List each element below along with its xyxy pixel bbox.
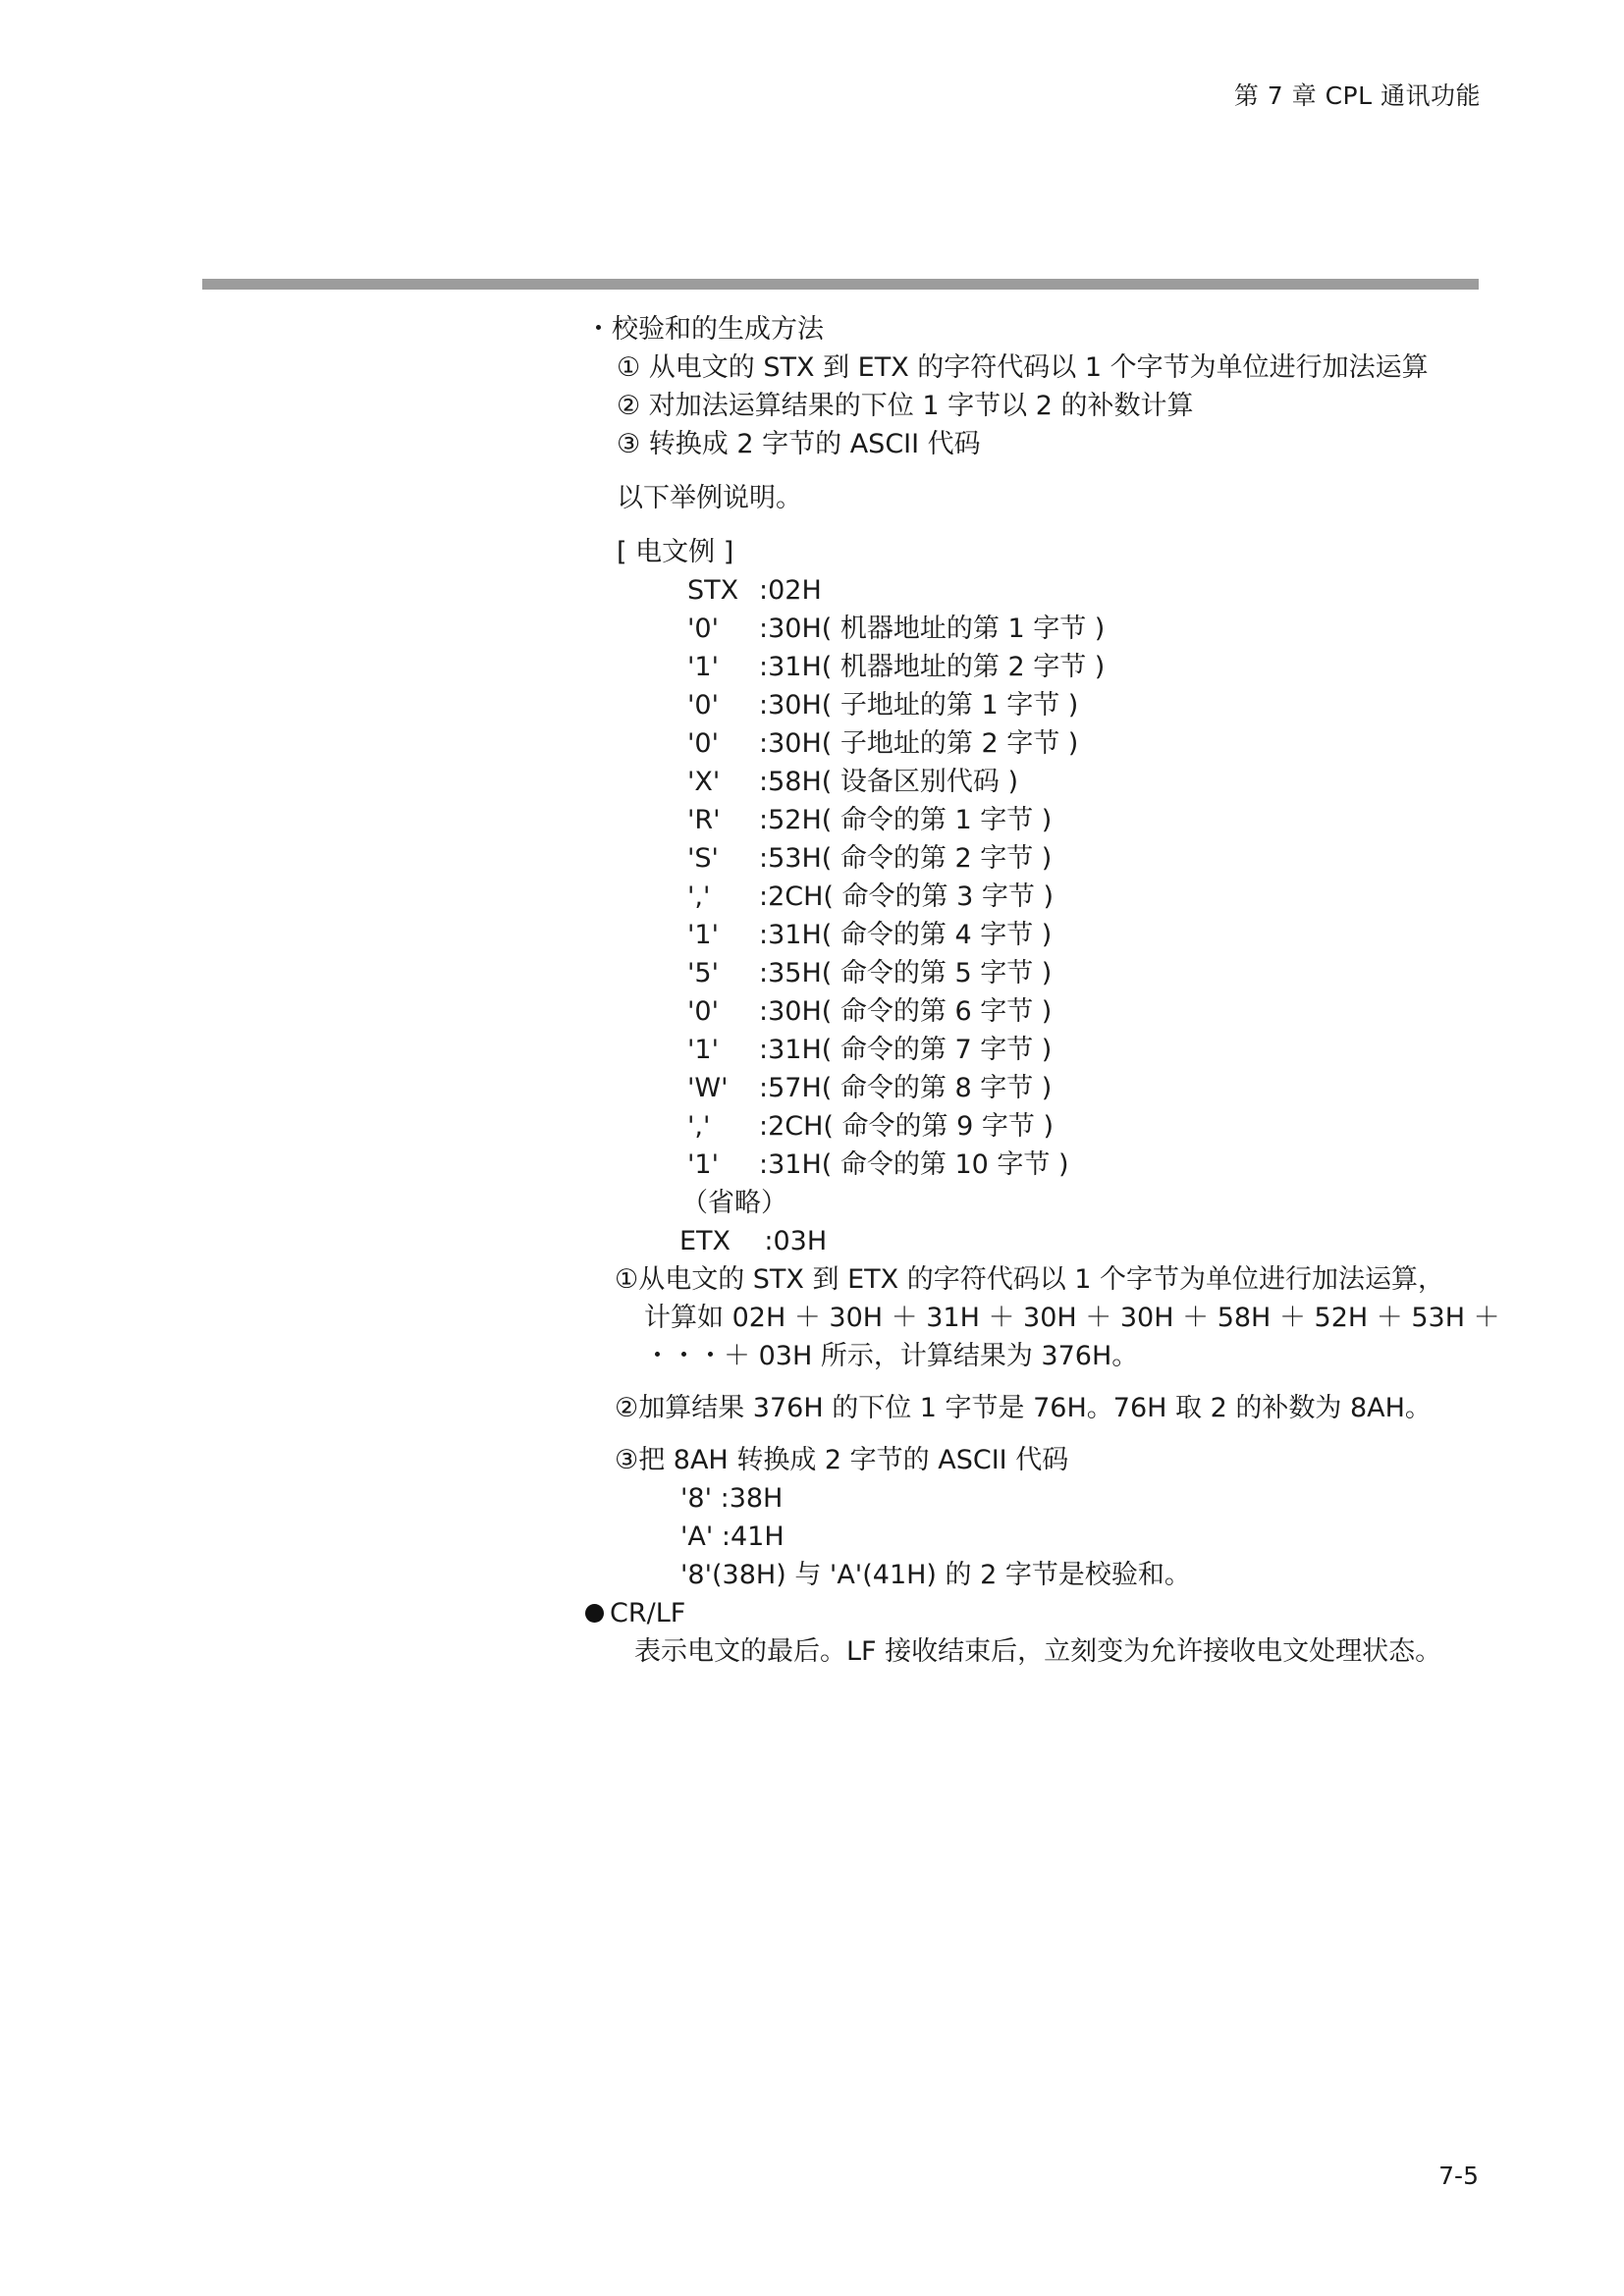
row-code: :58H( 设备区别代码 ) [759,767,1018,797]
etx-row: ETX :03H [679,1226,828,1256]
table-row [585,954,1489,992]
row-char: '0' [687,728,720,759]
omitted-note: （省略） [681,1188,787,1218]
section-title: ・校验和的生成方法 [585,314,824,345]
explain-1-line-1: ①从电文的 STX 到 ETX 的字符代码以 1 个字节为单位进行加法运算， [615,1264,1445,1295]
row-code: :53H( 命令的第 2 字节 ) [759,843,1053,874]
message-table [585,571,1489,1184]
table-row [585,916,1489,954]
explain-1-line-3: ・・・＋ 03H 所示，计算结果为 376H。 [644,1341,1139,1371]
row-char: ',' [687,881,711,912]
ascii-row-3: '8'(38H) 与 'A'(41H) 的 2 字节是校验和。 [680,1560,1191,1590]
row-char: 'W' [687,1073,729,1103]
crlf-heading [585,1594,1489,1632]
row-char: 'X' [687,767,721,797]
crlf-title: CR/LF [610,1598,686,1629]
content-body [585,310,1500,1671]
row-char: 'R' [687,805,721,835]
row-code: :35H( 命令的第 5 字节 ) [759,958,1053,988]
step-3: ③ 转换成 2 字节的 ASCII 代码 [617,429,981,459]
bullet-icon [585,1604,604,1623]
step-1: ① 从电文的 STX 到 ETX 的字符代码以 1 个字节为单位进行加法运算 [617,352,1429,383]
explain-2: ②加算结果 376H 的下位 1 字节是 76H。76H 取 2 的补数为 8AH。 [615,1393,1432,1423]
row-code: :31H( 命令的第 7 字节 ) [759,1035,1053,1065]
row-char: '5' [687,958,720,988]
row-char: '1' [687,920,720,950]
explain-3: ③把 8AH 转换成 2 字节的 ASCII 代码 [615,1445,1069,1475]
table-row [585,992,1489,1031]
page-number: 7-5 [1438,2162,1479,2190]
step-2: ② 对加法运算结果的下位 1 字节以 2 的补数计算 [617,391,1194,421]
explain-1-line-2: 计算如 02H ＋ 30H ＋ 31H ＋ 30H ＋ 30H ＋ 58H ＋ 52H ＋ 53H ＋ [644,1303,1500,1333]
ascii-row-1: '8' :38H [680,1483,784,1514]
table-row [585,1146,1489,1184]
row-code: :2CH( 命令的第 9 字节 ) [759,1111,1055,1142]
row-code: :30H( 子地址的第 1 字节 ) [759,690,1079,721]
table-row [585,763,1489,801]
row-code: :31H( 命令的第 4 字节 ) [759,920,1053,950]
row-code: :52H( 命令的第 1 字节 ) [759,805,1053,835]
row-code: :31H( 机器地址的第 2 字节 ) [759,652,1106,682]
row-char: '0' [687,690,720,721]
row-char: '1' [687,1035,720,1065]
table-row [585,610,1489,648]
row-code: :30H( 子地址的第 2 字节 ) [759,728,1079,759]
row-code: :57H( 命令的第 8 字节 ) [759,1073,1053,1103]
row-code: :30H( 机器地址的第 1 字节 ) [759,614,1106,644]
row-char: STX [687,575,739,606]
row-char: '1' [687,652,720,682]
table-row [585,724,1489,763]
header-rule [202,279,1479,290]
table-row [585,1107,1489,1146]
row-char: '0' [687,996,720,1027]
table-row [585,839,1489,878]
row-char: '1' [687,1149,720,1180]
intro-text: 以下举例说明。 [617,483,802,513]
row-code: :31H( 命令的第 10 字节 ) [759,1149,1069,1180]
row-char: 'S' [687,843,719,874]
table-row [585,1031,1489,1069]
row-code: :2CH( 命令的第 3 字节 ) [759,881,1055,912]
row-code: :02H [759,575,822,606]
table-row [585,1069,1489,1107]
table-row [585,686,1489,724]
row-code: :30H( 命令的第 6 字节 ) [759,996,1053,1027]
table-row [585,571,1489,610]
table-row [585,801,1489,839]
ascii-row-2: 'A' :41H [680,1522,785,1552]
example-label: [ 电文例 ] [617,537,734,567]
table-row [585,878,1489,916]
table-row [585,648,1489,686]
crlf-description: 表示电文的最后。LF 接收结束后，立刻变为允许接收电文处理状态。 [634,1636,1442,1667]
row-char: ',' [687,1111,711,1142]
row-char: '0' [687,614,720,644]
chapter-header: 第 7 章 CPL 通讯功能 [1233,81,1481,110]
